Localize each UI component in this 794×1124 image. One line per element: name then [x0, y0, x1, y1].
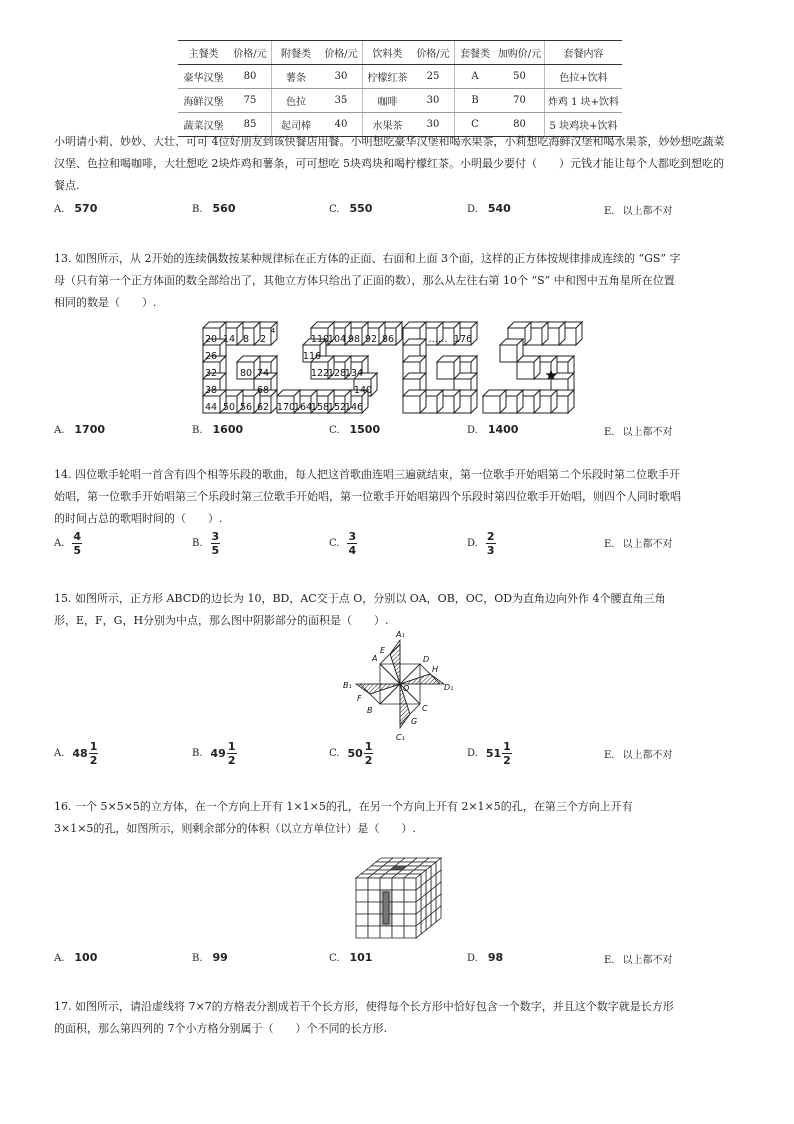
cube-number: 176: [453, 334, 473, 345]
q12-line: 小明请小莉、妙妙、大壮、可可 4位好朋友到该快餐店用餐。小明想吃豪华汉堡和喝水果茶，小莉想吃海鲜汉堡和喝水果茶，妙妙想吃蔬菜: [54, 135, 725, 148]
menu-cell: 色拉: [272, 89, 321, 113]
cube-number: 116: [302, 351, 322, 362]
cube-number: 8: [242, 334, 250, 345]
front-face: [356, 926, 368, 938]
option-label: B.: [192, 425, 203, 436]
q14-option-b[interactable]: [192, 530, 220, 557]
option-label: C.: [329, 425, 340, 436]
cube-number: 146: [344, 402, 364, 413]
header-cell: 附餐类: [272, 41, 321, 65]
q16-option-a[interactable]: [54, 951, 97, 964]
option-label: D.: [467, 953, 478, 964]
q13-option-b[interactable]: [192, 423, 243, 436]
numerator: 1: [364, 740, 373, 753]
cube-number: 128: [327, 368, 347, 379]
front-face: [404, 914, 416, 926]
option-label: D.: [467, 425, 478, 436]
point-label: G: [411, 717, 418, 726]
mixed-number: [210, 740, 237, 767]
header-cell: 价格/元: [412, 41, 455, 65]
option-value: 1600: [212, 423, 244, 436]
fraction: [89, 740, 99, 767]
q16-option-c[interactable]: [329, 951, 372, 964]
cube-number: 80: [239, 368, 253, 379]
fraction: [364, 740, 374, 767]
front-face: [404, 926, 416, 938]
q17-line: 的面积，那么第四列的 7个小方格分别属于（ ）个不同的长方形.: [54, 1022, 387, 1035]
q17-text: [54, 996, 744, 1040]
front-face: [356, 890, 368, 902]
numerator: 3: [348, 530, 357, 543]
front-face: [392, 890, 404, 902]
q15-option-e[interactable]: [604, 746, 672, 761]
point-label: C: [422, 704, 428, 713]
menu-cell: C: [455, 113, 496, 137]
option-value: 1700: [74, 423, 106, 436]
cube-number: 56: [239, 402, 253, 413]
option-label: D.: [467, 204, 478, 215]
q16-option-d[interactable]: [467, 951, 503, 964]
point-label: C₁: [396, 733, 405, 742]
menu-cell: 30: [320, 65, 363, 89]
menu-cell: 5 块鸡块+饮料: [545, 113, 623, 137]
front-face: [392, 926, 404, 938]
cube-number: 32: [204, 368, 218, 379]
cube-number: 50: [222, 402, 236, 413]
point-label: E: [380, 646, 386, 655]
option-value: 99: [212, 951, 228, 964]
holed-cube-figure: [350, 840, 450, 944]
menu-cell: 25: [412, 65, 455, 89]
q12-option-a[interactable]: [54, 202, 97, 215]
menu-cell: 炸鸡 1 块+饮料: [545, 89, 623, 113]
fraction: [486, 530, 496, 557]
q14-option-e[interactable]: [604, 535, 672, 550]
menu-row: [178, 89, 622, 113]
front-face: [404, 902, 416, 914]
cube-number: 4: [270, 327, 276, 335]
menu-cell: 70: [495, 89, 545, 113]
cube-number: 164: [293, 402, 313, 413]
q13-option-e[interactable]: [604, 423, 672, 438]
q15-option-d[interactable]: [467, 740, 512, 767]
fraction: [211, 530, 221, 557]
menu-cell: 柠檬红茶: [363, 65, 413, 89]
option-label: C.: [329, 538, 340, 549]
option-label: B.: [192, 538, 203, 549]
cube-front-face: [403, 396, 420, 413]
option-value: 以上都不对: [622, 427, 673, 438]
cube-number: 62: [256, 402, 270, 413]
mixed-number: [485, 740, 512, 767]
denominator: 5: [73, 544, 82, 557]
option-label: E.: [604, 427, 615, 438]
option-value: 560: [212, 202, 236, 215]
whole-part: 49: [210, 746, 226, 760]
q14-option-d[interactable]: [467, 530, 496, 557]
cube-number: 68: [256, 385, 270, 396]
option-label: C.: [329, 953, 340, 964]
option-value: 1500: [349, 423, 381, 436]
front-face: [404, 890, 416, 902]
header-cell: 主餐类: [178, 41, 229, 65]
q17-line: 17. 如图所示，请沿虚线将 7×7的方格表分割成若干个长方形，使得每个长方形中恰好包含一个数字，并且这个数字就是长方形: [54, 1000, 674, 1013]
point-label: D: [423, 655, 430, 664]
q14-line: 始唱，第一位歌手开始唱第三个乐段时第三位歌手开始唱，第一位歌手开始唱第四个乐段时第四位歌手开始唱，则四个人同时歌唱: [54, 490, 681, 503]
q14-option-a[interactable]: [54, 530, 82, 557]
cube-front-face: [437, 362, 454, 379]
menu-cell: 85: [229, 113, 272, 137]
star-icon: ★: [544, 366, 558, 384]
front-face: [368, 890, 380, 902]
front-face: [404, 878, 416, 890]
whole-part: 48: [72, 746, 88, 760]
q13-option-c[interactable]: [329, 423, 380, 436]
numerator: 1: [227, 740, 236, 753]
header-cell: 价格/元: [229, 41, 272, 65]
denominator: 3: [486, 544, 495, 557]
header-cell: 价格/元: [320, 41, 363, 65]
q12-line: 汉堡、色拉和喝咖啡，大壮想吃 2块炸鸡和薯条，可可想吃 5块鸡块和喝柠檬红茶。小明最少要付（ ）元钱才能让每个人都吃到想吃的: [54, 157, 724, 170]
cube-number: 134: [344, 368, 364, 379]
q14-text: [54, 464, 744, 530]
option-label: A.: [54, 748, 65, 759]
front-face: [380, 878, 392, 890]
option-value: 540: [487, 202, 511, 215]
option-value: 550: [349, 202, 373, 215]
menu-cell: 海鲜汉堡: [178, 89, 229, 113]
cube-front-face: [500, 345, 517, 362]
q16-line: 3×1×5的孔，如图所示，则剩余部分的体积（以立方单位计）是（ ）.: [54, 822, 416, 835]
option-value: 98: [487, 951, 504, 964]
front-face: [392, 878, 404, 890]
cube-number: 14: [222, 334, 236, 345]
q15-option-b[interactable]: [192, 740, 237, 767]
q13-line: 13. 如图所示，从 2开始的连续偶数按某种规律标在正方体的正面、右面和上面 3个面，这样的正方体按规律排成连续的 “GS” 字: [54, 252, 681, 265]
cube-number: 26: [204, 351, 218, 362]
denominator: 2: [503, 754, 511, 767]
front-face: [392, 914, 404, 926]
cube-number: 86: [381, 334, 395, 345]
menu-cell: 35: [320, 89, 363, 113]
dots-text: ……: [428, 334, 448, 345]
cube-number: 38: [204, 385, 218, 396]
gs-cube-figure: [200, 320, 590, 416]
menu-cell: 80: [495, 113, 545, 137]
header-cell: 套餐内容: [545, 41, 623, 65]
option-value: 570: [74, 202, 98, 215]
numerator: 1: [89, 740, 98, 753]
option-label: A.: [54, 204, 65, 215]
option-label: A.: [54, 538, 65, 549]
q15-text: [54, 588, 744, 632]
q13-line: 相同的数是（ ）.: [54, 296, 157, 309]
cube-number: 92: [364, 334, 378, 345]
front-face: [356, 914, 368, 926]
menu-cell: 30: [412, 89, 455, 113]
cube-number: 74: [256, 368, 270, 379]
mixed-number: [72, 740, 98, 767]
menu-cell: 咖啡: [363, 89, 413, 113]
header-cell: 加购价/元: [495, 41, 545, 65]
mixed-number: [347, 740, 373, 767]
front-face: [368, 914, 380, 926]
option-label: E.: [604, 539, 615, 550]
cube-number: 98: [347, 334, 361, 345]
menu-cell: 50: [495, 65, 545, 89]
cube-number: 122: [310, 368, 330, 379]
q12-option-c[interactable]: [329, 202, 372, 215]
option-label: E.: [604, 955, 615, 966]
cube-number: 158: [310, 402, 330, 413]
option-value: 以上都不对: [622, 750, 673, 761]
front-face: [368, 926, 380, 938]
q13-option-a[interactable]: [54, 423, 105, 436]
option-value: 100: [74, 951, 98, 964]
cube-front-face: [483, 396, 500, 413]
front-face: [356, 902, 368, 914]
cube-front-face: [517, 362, 534, 379]
menu-cell: A: [455, 65, 496, 89]
cube-number: 44: [204, 402, 218, 413]
numerator: 1: [503, 740, 511, 753]
menu-cell: 蔬菜汉堡: [178, 113, 229, 137]
numerator: 2: [486, 530, 495, 543]
q12-option-b[interactable]: [192, 202, 236, 215]
q14-line: 的时间占总的歌唱时间的（ ）.: [54, 512, 223, 525]
option-value: 以上都不对: [622, 206, 673, 217]
front-face: [368, 878, 380, 890]
option-label: C.: [329, 748, 340, 759]
menu-cell: 80: [229, 65, 272, 89]
menu-cell: 薯条: [272, 65, 321, 89]
option-label: D.: [467, 748, 478, 759]
q15-option-a[interactable]: [54, 740, 98, 767]
numerator: 4: [73, 530, 82, 543]
numerator: 3: [211, 530, 220, 543]
option-value: 1400: [487, 423, 519, 436]
q16-option-b[interactable]: [192, 951, 228, 964]
cube-number: 104: [327, 334, 347, 345]
option-value: 以上都不对: [622, 539, 673, 550]
menu-header-row: [178, 41, 622, 65]
point-label: B₁: [343, 681, 352, 690]
q12-option-d[interactable]: [467, 202, 511, 215]
denominator: 2: [89, 754, 98, 767]
q16-option-e[interactable]: [604, 951, 672, 966]
point-label: B: [367, 706, 373, 715]
option-label: E.: [604, 206, 615, 217]
q13-option-d[interactable]: [467, 423, 518, 436]
menu-cell: B: [455, 89, 496, 113]
fraction: [227, 740, 237, 767]
cube-number: 20: [204, 334, 218, 345]
menu-cell: 75: [229, 89, 272, 113]
q13-text: [54, 248, 744, 314]
cube-number: 110: [310, 334, 330, 345]
option-label: E.: [604, 750, 615, 761]
q13-line: 母（只有第一个正方体面的数全部给出了，其他立方体只给出了正面的数），那么从左往右第 10个 “S” 中和图中五角星所在位置: [54, 274, 675, 287]
q15-line: 形，E，F，G，H分别为中点，那么图中阴影部分的面积是（ ）.: [54, 614, 389, 627]
front-face: [356, 878, 368, 890]
denominator: 5: [211, 544, 220, 557]
q14-option-c[interactable]: [329, 530, 357, 557]
fraction: [72, 530, 82, 557]
menu-cell: 30: [412, 113, 455, 137]
q12-option-e[interactable]: [604, 202, 672, 217]
front-face: [392, 902, 404, 914]
q15-option-c[interactable]: [329, 740, 373, 767]
q15-line: 15. 如图所示，正方形 ABCD的边长为 10，BD，AC交于点 O，分别以 OA，OB，OC，OD为直角边向外作 4个腰直角三角: [54, 592, 666, 605]
cube-number: 140: [353, 385, 373, 396]
whole-part: 51: [485, 746, 502, 760]
option-value: 101: [349, 951, 373, 964]
menu-cell: 色拉+饮料: [545, 65, 623, 89]
cube-number: 170: [276, 402, 296, 413]
option-label: C.: [329, 204, 340, 215]
point-label: A: [372, 654, 378, 663]
square-triangles-figure: [336, 628, 466, 746]
q12-text: [54, 131, 744, 197]
point-label: O: [403, 684, 410, 693]
cube-number: 2: [259, 334, 267, 345]
shaded-region: [390, 640, 400, 684]
option-value: 以上都不对: [622, 955, 673, 966]
fraction: [502, 740, 512, 767]
menu-table: [178, 40, 622, 137]
q12-line: 餐点.: [54, 179, 80, 192]
menu-cell: 起司棒: [272, 113, 321, 137]
fraction: [347, 530, 357, 557]
point-label: H: [432, 665, 439, 674]
option-label: B.: [192, 748, 203, 759]
denominator: 2: [227, 754, 236, 767]
menu-cell: 水果茶: [363, 113, 413, 137]
shaded-region: [356, 684, 400, 694]
q14-line: 14. 四位歌手轮唱一首含有四个相等乐段的歌曲，每人把这首歌曲连唱三遍就结束，第一位歌手开始唱第二个乐段时第二位歌手开: [54, 468, 680, 481]
point-label: A₁: [396, 630, 405, 639]
q16-line: 16. 一个 5×5×5的立方体，在一个方向上开有 1×1×5的孔，在另一个方向上开有 2×1×5的孔，在第三个方向上开有: [54, 800, 633, 813]
header-cell: 饮料类: [363, 41, 413, 65]
option-label: A.: [54, 425, 65, 436]
menu-cell: 豪华汉堡: [178, 65, 229, 89]
front-face: [380, 926, 392, 938]
shaded-region: [400, 674, 444, 684]
denominator: 2: [364, 754, 373, 767]
denominator: 4: [348, 544, 357, 557]
point-label: D₁: [444, 683, 454, 692]
menu-cell: 40: [320, 113, 363, 137]
option-label: A.: [54, 953, 65, 964]
point-label: F: [357, 694, 362, 703]
hole-shadow: [383, 892, 389, 924]
whole-part: 50: [347, 746, 363, 760]
menu-row: [178, 65, 622, 89]
option-label: D.: [467, 538, 478, 549]
header-cell: 套餐类: [455, 41, 496, 65]
front-face: [368, 902, 380, 914]
cube-number: 152: [327, 402, 347, 413]
option-label: B.: [192, 953, 203, 964]
option-label: B.: [192, 204, 203, 215]
q16-text: [54, 796, 744, 840]
